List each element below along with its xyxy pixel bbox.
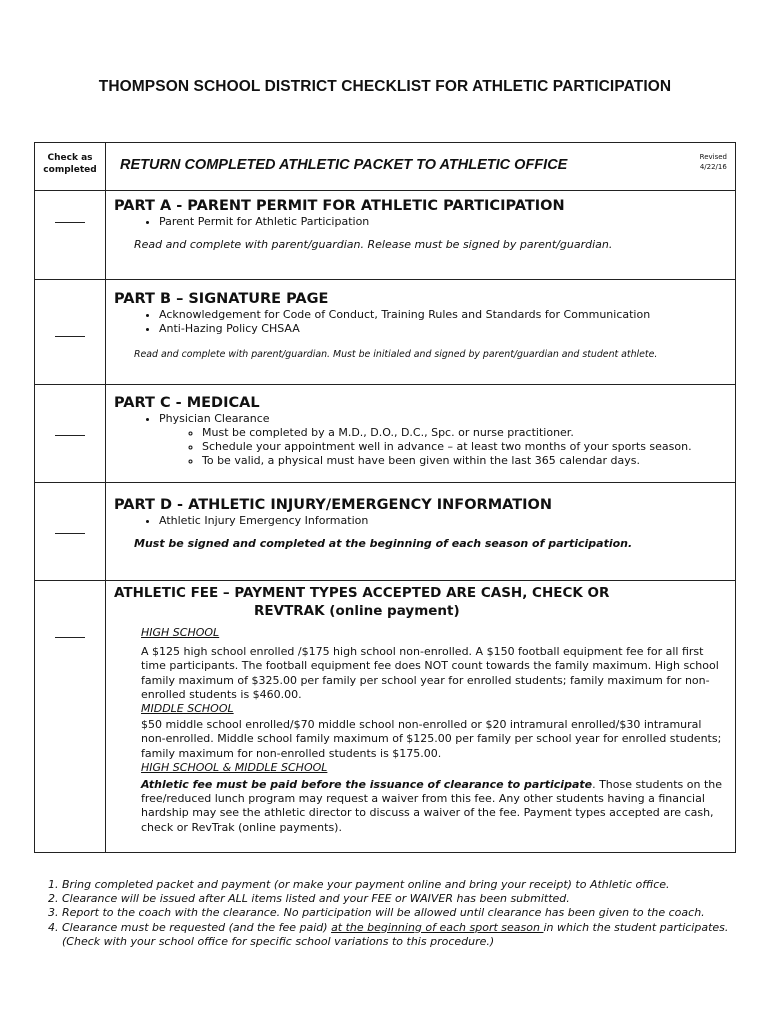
return-instruction: RETURN COMPLETED ATHLETIC PACKET TO ATHLETIC OFFICE — [120, 157, 568, 173]
checkbox-line[interactable] — [55, 222, 85, 223]
instruction-item: 2. Clearance will be issued after ALL items listed and your FEE or WAIVER has been submitted. — [62, 892, 754, 906]
checklist-table — [34, 142, 736, 853]
both-schools-label: HIGH SCHOOL & MIDDLE SCHOOL — [141, 760, 328, 774]
checkbox-line[interactable] — [55, 637, 85, 638]
high-school-label: HIGH SCHOOL — [141, 626, 220, 639]
revised-date: 4/22/16 — [699, 163, 727, 171]
part-a-note: Read and complete with parent/guardian. Release must be signed by parent/guardian. — [134, 238, 613, 251]
part-d-heading: PART D - ATHLETIC INJURY/EMERGENCY INFORMATION — [114, 497, 552, 513]
part-c-subitem: ◦ Must be completed by a M.D., D.O., D.C., Spc. or nurse practitioner. — [202, 426, 725, 440]
part-a-item: • Parent Permit for Athletic Participation — [159, 215, 725, 229]
revised-stamp — [700, 152, 727, 172]
check-cell-part-b[interactable] — [35, 280, 106, 385]
part-c-section — [106, 385, 736, 483]
part-b-item: • Anti-Hazing Policy CHSAA — [159, 322, 725, 336]
part-d-item: • Athletic Injury Emergency Information — [159, 514, 725, 528]
instruction-4-underlined: at the beginning of each sport season — [331, 920, 544, 934]
part-c-subitem: ◦ To be valid, a physical must have been given within the last 365 calendar days. — [202, 454, 725, 468]
middle-school-label: MIDDLE SCHOOL — [141, 702, 234, 716]
instructions-list — [34, 878, 754, 949]
part-d-note: Must be signed and completed at the beginning of each season of participation. — [134, 537, 633, 550]
fee-heading-2: REVTRAK (online payment) — [254, 603, 460, 619]
check-cell-part-c[interactable] — [35, 385, 106, 483]
check-label-line1: Check as — [47, 153, 93, 163]
instruction-item — [62, 921, 754, 949]
instruction-item: 1. Bring completed packet and payment (or make your payment online and bring your receipt) to Athletic office. — [62, 878, 754, 892]
fee-section — [106, 581, 736, 853]
part-c-item: • Physician Clearance — [159, 412, 725, 426]
part-b-section — [106, 280, 736, 385]
check-cell-fee[interactable] — [35, 581, 106, 853]
checkbox-line[interactable] — [55, 533, 85, 534]
part-a-heading: PART A - PARENT PERMIT FOR ATHLETIC PARTICIPATION — [114, 198, 565, 214]
fee-policy-text — [141, 778, 725, 835]
part-a-section — [106, 191, 736, 280]
fee-policy-rest: . Those students on the free/reduced lunch program may request a waiver from this fee. Any other students having a financial hardship may see the athletic director to discuss a waiver of the fee. Payment types accepted are cash, check or RevTrak (online payments). — [141, 778, 723, 834]
revised-label: Revised — [699, 153, 727, 161]
part-b-heading: PART B – SIGNATURE PAGE — [114, 291, 329, 307]
check-label-line2: completed — [43, 165, 97, 175]
check-cell-part-a[interactable] — [35, 191, 106, 280]
page-title: THOMPSON SCHOOL DISTRICT CHECKLIST FOR ATHLETIC PARTICIPATION — [98, 78, 672, 95]
fee-policy-bold: Athletic fee must be paid before the issuance of clearance to participate — [141, 778, 593, 792]
fee-heading: ATHLETIC FEE – PAYMENT TYPES ACCEPTED ARE CASH, CHECK OR — [114, 585, 610, 601]
header-cell — [106, 143, 736, 191]
high-school-fee-text: A $125 high school enrolled /$175 high school non-enrolled. A $150 football equipment fee for all first time participants. The football equipment fee does NOT count towards the family maximum. High school family maximum of $325.00 per family per school year for enrolled students; family maximum for non-enrolled students is $460.00. — [141, 645, 719, 701]
part-b-note: Read and complete with parent/guardian. Must be initialed and signed by parent/guardian and student athlete. — [134, 349, 658, 360]
part-c-subitem: ◦ Schedule your appointment well in advance – at least two months of your sports season. — [202, 440, 725, 454]
checkbox-line[interactable] — [55, 435, 85, 436]
part-c-heading: PART C - MEDICAL — [114, 395, 260, 411]
checkbox-line[interactable] — [55, 336, 85, 337]
instruction-4-note: (Check with your school office for specific school variations to this procedure.) — [62, 934, 495, 948]
part-d-section — [106, 483, 736, 581]
instruction-item: 3. Report to the coach with the clearance. No participation will be allowed until clearance has been given to the coach. — [62, 906, 754, 920]
instruction-4-part1: Clearance must be requested (and the fee paid) — [62, 920, 332, 934]
check-column-header — [35, 143, 106, 191]
check-cell-part-d[interactable] — [35, 483, 106, 581]
instruction-4-part2: in which the student participates. — [543, 920, 729, 934]
part-b-item: • Acknowledgement for Code of Conduct, Training Rules and Standards for Communication — [159, 308, 725, 322]
middle-school-fee-text: $50 middle school enrolled/$70 middle school non-enrolled or $20 intramural enrolled/$30 intramural non-enrolled. Middle school family maximum of $125.00 per family per school year for enrolled students; family maximum for non-enrolled students is $175.00. — [141, 718, 722, 760]
